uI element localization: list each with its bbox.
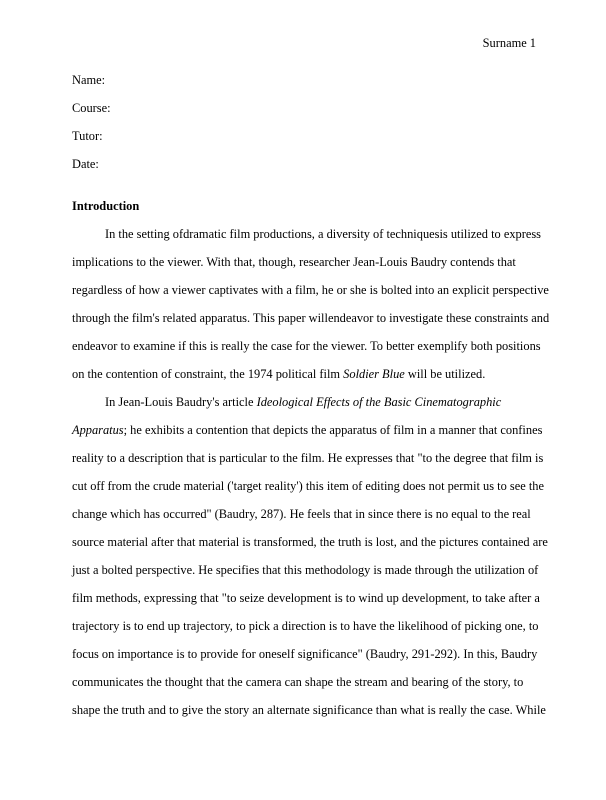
paragraph-2-line: focus on importance is to provide for oneself significance" (Baudry, 291-292). In this, Baudry xyxy=(72,647,538,661)
text-run: will be utilized. xyxy=(404,367,486,381)
name-label: Name: xyxy=(72,73,106,87)
text-run: on the contention of constraint, the 1974 political film xyxy=(72,367,344,381)
text-run: ; he exhibits a contention that depicts the apparatus of film in a manner that confines xyxy=(123,423,543,437)
tutor-label: Tutor: xyxy=(72,129,103,143)
paragraph-2-line xyxy=(72,423,542,437)
paragraph-1-line: endeavor to examine if this is really the case for the viewer. To better exemplify both positions xyxy=(72,339,541,353)
paragraph-2-line: cut off from the crude material ('target reality') this item of editing does not permit us to see the xyxy=(72,479,544,493)
paragraph-2-line: film methods, expressing that "to seize development is to wind up development, to take after a xyxy=(72,591,540,605)
paragraph-2-line: trajectory is to end up trajectory, to pick a direction is to have the likelihood of picking one, to xyxy=(72,619,539,633)
section-heading: Introduction xyxy=(72,199,140,213)
article-title: Apparatus xyxy=(72,423,124,437)
paragraph-1-line: In the setting ofdramatic film productions, a diversity of techniquesis utilized to express xyxy=(105,227,541,241)
paragraph-2-line: change which has occurred" (Baudry, 287). He feels that in since there is no equal to the real xyxy=(72,507,531,521)
paragraph-1-line: regardless of how a viewer captivates with a film, he or she is bolted into an explicit perspective xyxy=(72,283,549,297)
paragraph-1-line xyxy=(72,367,485,381)
paragraph-2-line: reality to a description that is particular to the film. He expresses that "to the degree that film is xyxy=(72,451,544,465)
paragraph-1-line: through the film's related apparatus. This paper willendeavor to investigate these constraints and xyxy=(72,311,550,325)
article-title: Ideological Effects of the Basic Cinematographic xyxy=(256,395,502,409)
course-label: Course: xyxy=(72,101,111,115)
text-run: In Jean-Louis Baudry's article xyxy=(105,395,257,409)
paragraph-1-line: implications to the viewer. With that, though, researcher Jean-Louis Baudry contends that xyxy=(72,255,516,269)
paragraph-2-line: source material after that material is transformed, the truth is lost, and the pictures contained are xyxy=(72,535,548,549)
running-head: Surname 1 xyxy=(482,36,536,50)
date-label: Date: xyxy=(72,157,99,171)
film-title: Soldier Blue xyxy=(343,367,405,381)
paragraph-2-line: communicates the thought that the camera can shape the stream and bearing of the story, to xyxy=(72,675,524,689)
paragraph-2-line: shape the truth and to give the story an alternate significance than what is really the case. While xyxy=(72,703,546,717)
paragraph-2-line: just a bolted perspective. He specifies that this methodology is made through the utilization of xyxy=(72,563,539,577)
paragraph-2-line xyxy=(105,395,501,409)
